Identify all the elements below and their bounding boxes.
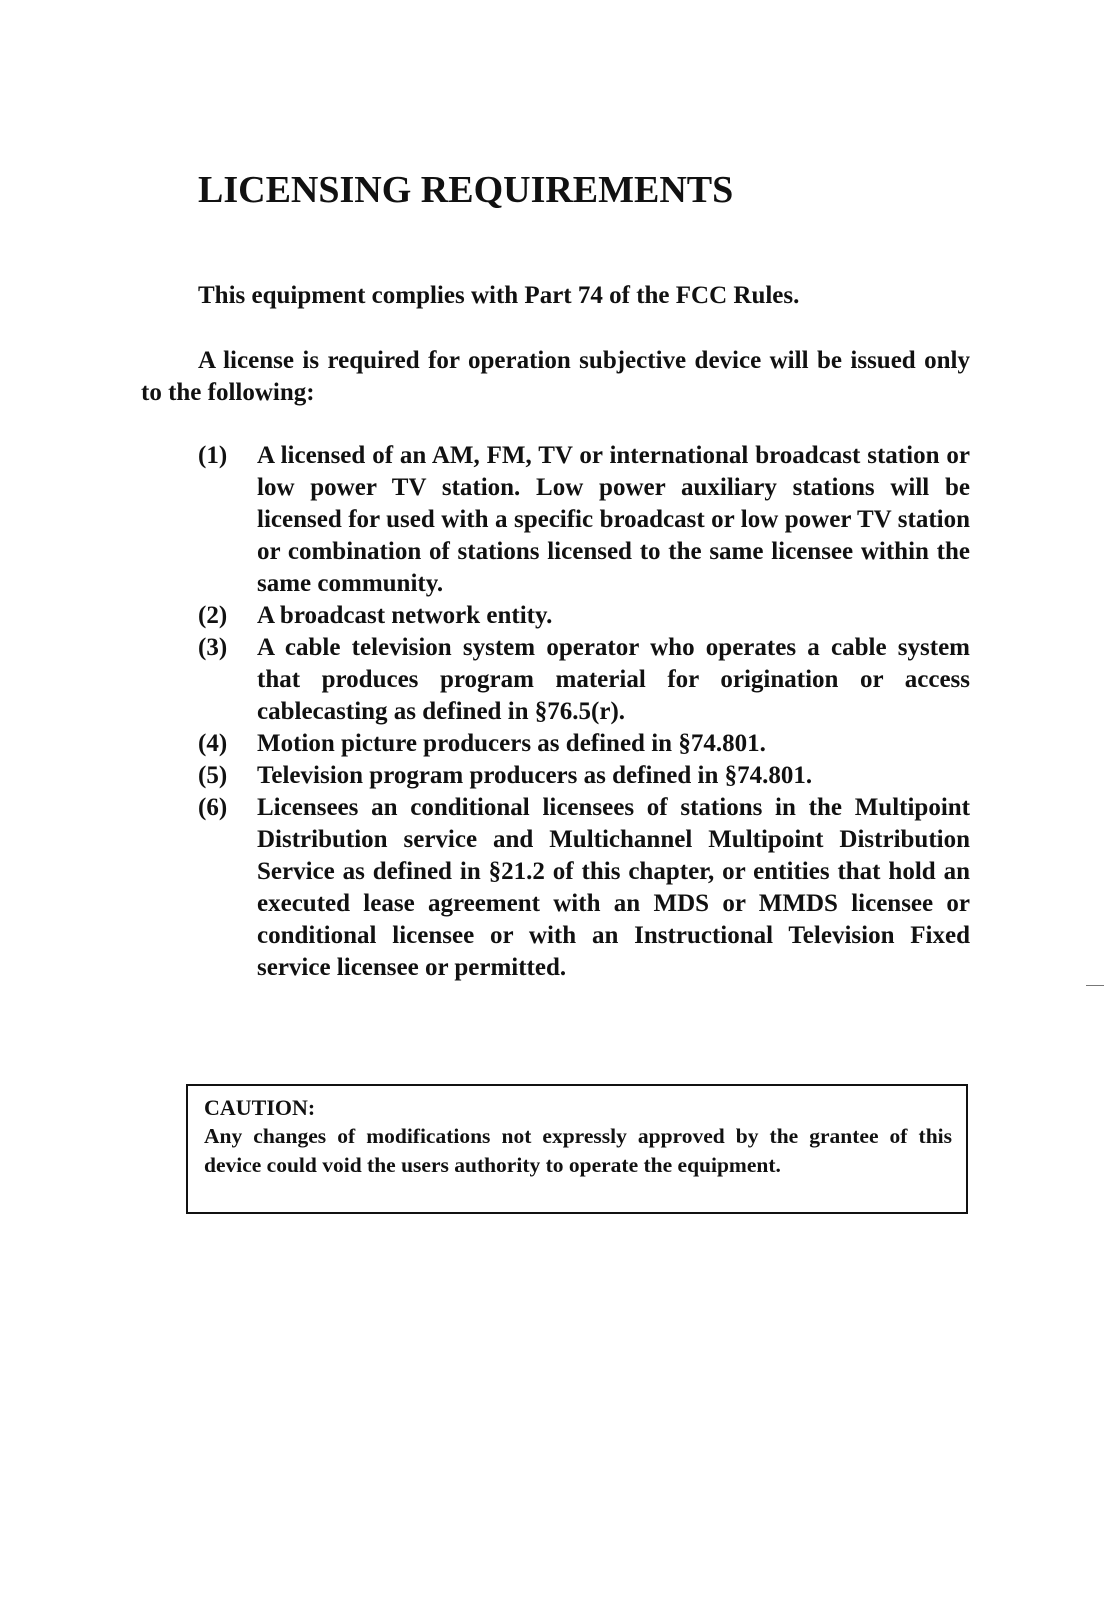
scan-edge-mark xyxy=(1086,985,1104,986)
list-item-number: (2) xyxy=(198,602,228,629)
eligible-licensees-list xyxy=(198,440,970,984)
list-item-text: A licensed of an AM, FM, TV or international broadcast station or low power TV station. Low power auxiliary stations will be licensed for used with a specific broadcast or low power TV station or combination of stations licensed to the same licensee within the same community. xyxy=(257,442,970,597)
caution-label: CAUTION: xyxy=(204,1095,316,1120)
list-item xyxy=(198,760,970,792)
list-item-number: (5) xyxy=(198,762,228,789)
list-item xyxy=(198,600,970,632)
list-item-text: Motion picture producers as defined in §74.801. xyxy=(257,730,766,757)
list-item xyxy=(198,792,970,984)
caution-text: Any changes of modifications not expressly approved by the grantee of this device could void the users authority to operate the equipment. xyxy=(204,1124,952,1177)
list-item-number: (6) xyxy=(198,794,228,821)
list-item-number: (1) xyxy=(198,442,228,469)
list-item xyxy=(198,632,970,728)
list-item-number: (3) xyxy=(198,634,228,661)
list-item xyxy=(198,728,970,760)
license-intro: A license is required for operation subjective device will be issued only to the following: xyxy=(141,347,970,406)
caution-box xyxy=(186,1084,968,1214)
list-item-number: (4) xyxy=(198,730,228,757)
list-item xyxy=(198,440,970,600)
list-item-text: Television program producers as defined in §74.801. xyxy=(257,762,813,789)
list-item-text: Licensees an conditional licensees of stations in the Multipoint Distribution service and Multichannel Multipoint Distribution Service as defined in §21.2 of this chapter, or entities that hold an executed lease agreement with an MDS or MMDS licensee or conditional licensee or with an Instructional Television Fixed service licensee or permitted. xyxy=(257,794,970,981)
list-item-text: A broadcast network entity. xyxy=(257,602,553,629)
list-item-text: A cable television system operator who operates a cable system that produces program material for origination or access cablecasting as defined in §76.5(r). xyxy=(257,634,970,725)
compliance-statement: This equipment complies with Part 74 of the FCC Rules. xyxy=(198,282,800,309)
page-title: LICENSING REQUIREMENTS xyxy=(198,169,734,211)
